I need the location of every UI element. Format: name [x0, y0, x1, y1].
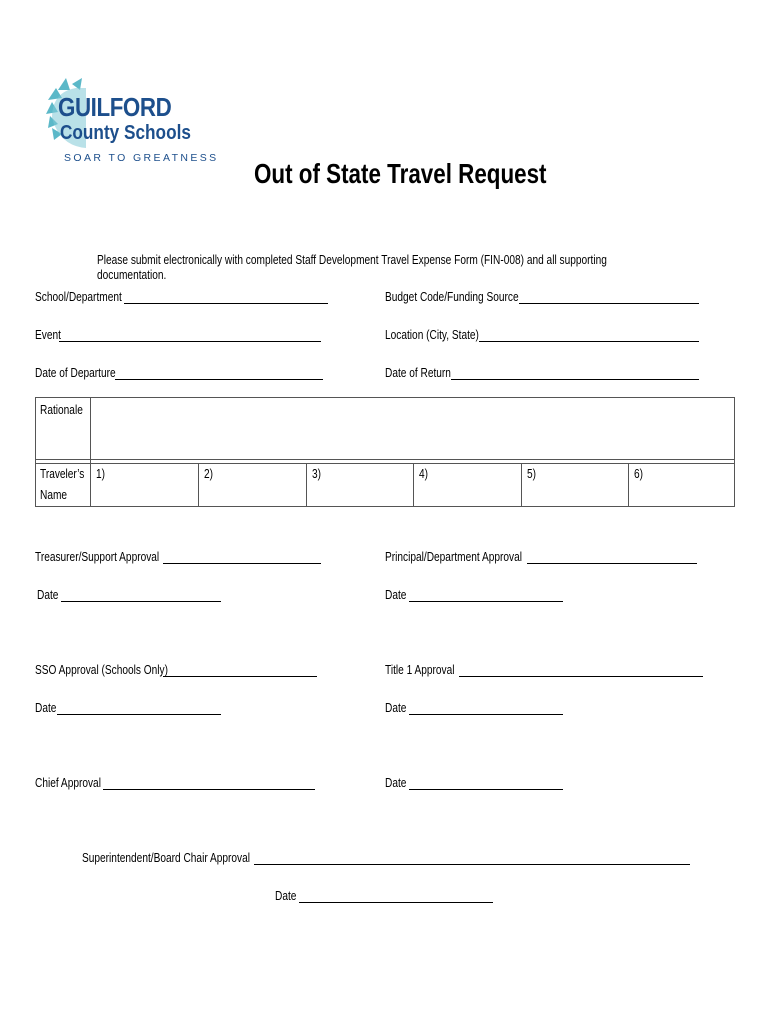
- rationale-travelers-table: [35, 397, 735, 507]
- logo-text-county-schools: County Schools: [60, 122, 191, 144]
- return-date-label: Date of Return: [385, 365, 451, 380]
- school-department-line[interactable]: [124, 291, 328, 304]
- instructions-text: Please submit electronically with completed Staff Development Travel Expense Form (FIN-008) and all supporting documentation.: [97, 252, 607, 282]
- date-3-right-field[interactable]: [385, 775, 563, 790]
- rationale-input[interactable]: [91, 398, 734, 459]
- traveler-slot-2[interactable]: 2): [204, 466, 214, 481]
- traveler-slot-5[interactable]: 5): [527, 466, 537, 481]
- departure-date-line[interactable]: [115, 367, 323, 380]
- date-1-left-label: Date: [37, 587, 59, 602]
- principal-approval-label: Principal/Department Approval: [385, 549, 522, 564]
- sso-approval-line[interactable]: [163, 664, 317, 677]
- date-1-right-label: Date: [385, 587, 407, 602]
- page-title: Out of State Travel Request: [254, 158, 547, 189]
- travelers-label-line2: Name: [40, 487, 68, 502]
- departure-date-field[interactable]: [35, 365, 323, 380]
- location-field[interactable]: [385, 327, 699, 342]
- event-line[interactable]: [59, 329, 321, 342]
- budget-code-line[interactable]: [519, 291, 699, 304]
- return-date-field[interactable]: [385, 365, 699, 380]
- logo-text-guilford: GUILFORD: [58, 92, 172, 122]
- superintendent-approval-label: Superintendent/Board Chair Approval: [82, 850, 250, 865]
- date-2-right-field[interactable]: [385, 700, 563, 715]
- traveler-slot-4[interactable]: 4): [419, 466, 429, 481]
- chief-approval-line[interactable]: [103, 777, 315, 790]
- return-date-line[interactable]: [451, 367, 699, 380]
- date-2-right-label: Date: [385, 700, 407, 715]
- date-4-line[interactable]: [299, 890, 493, 903]
- budget-code-field[interactable]: [385, 289, 699, 304]
- departure-date-label: Date of Departure: [35, 365, 116, 380]
- event-field[interactable]: [35, 327, 321, 342]
- event-label: Event: [35, 327, 61, 342]
- traveler-slot-6[interactable]: 6): [634, 466, 644, 481]
- title1-approval-line[interactable]: [459, 664, 703, 677]
- treasurer-approval-field[interactable]: [35, 549, 321, 564]
- budget-code-label: Budget Code/Funding Source: [385, 289, 519, 304]
- date-4-field[interactable]: [275, 888, 493, 903]
- chief-approval-field[interactable]: [35, 775, 315, 790]
- traveler-slot-1[interactable]: 1): [96, 466, 106, 481]
- date-1-left-line[interactable]: [61, 589, 221, 602]
- date-1-right-field[interactable]: [385, 587, 563, 602]
- date-4-label: Date: [275, 888, 297, 903]
- date-2-left-field[interactable]: [35, 700, 221, 715]
- location-line[interactable]: [479, 329, 699, 342]
- treasurer-approval-line[interactable]: [163, 551, 321, 564]
- principal-approval-line[interactable]: [527, 551, 697, 564]
- title1-approval-field[interactable]: [385, 662, 703, 677]
- date-2-right-line[interactable]: [409, 702, 563, 715]
- logo-tagline: SOAR TO GREATNESS: [64, 152, 219, 164]
- school-department-label: School/Department: [35, 289, 122, 304]
- date-1-left-field[interactable]: [37, 587, 221, 602]
- sso-approval-label: SSO Approval (Schools Only): [35, 662, 169, 677]
- date-3-right-label: Date: [385, 775, 407, 790]
- school-department-field[interactable]: [35, 289, 328, 304]
- traveler-slot-3[interactable]: 3): [312, 466, 322, 481]
- superintendent-approval-field[interactable]: [82, 850, 690, 865]
- treasurer-approval-label: Treasurer/Support Approval: [35, 549, 160, 564]
- date-2-left-line[interactable]: [57, 702, 221, 715]
- title1-approval-label: Title 1 Approval: [385, 662, 455, 677]
- date-2-left-label: Date: [35, 700, 57, 715]
- location-label: Location (City, State): [385, 327, 479, 342]
- rationale-label: Rationale: [40, 402, 83, 417]
- principal-approval-field[interactable]: [385, 549, 697, 564]
- date-1-right-line[interactable]: [409, 589, 563, 602]
- sso-approval-field[interactable]: [35, 662, 317, 677]
- chief-approval-label: Chief Approval: [35, 775, 101, 790]
- date-3-right-line[interactable]: [409, 777, 563, 790]
- superintendent-approval-line[interactable]: [254, 852, 690, 865]
- travelers-label-line1: Traveler’s: [40, 466, 85, 481]
